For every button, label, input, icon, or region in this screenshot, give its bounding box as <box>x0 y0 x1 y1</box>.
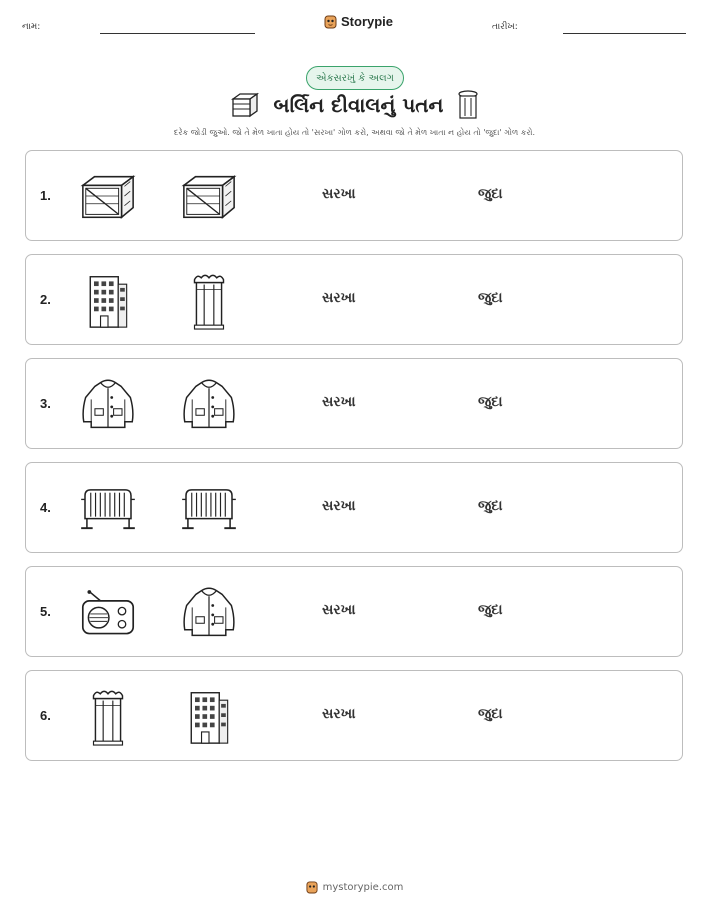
worksheet-title: બર્લિન દીવાલનું પતન <box>273 93 444 117</box>
footer-url[interactable]: mystorypie.com <box>322 881 404 893</box>
pair-row-4 <box>25 462 683 553</box>
pair-row-2 <box>25 254 683 345</box>
option-same[interactable]: સરખા <box>322 498 356 514</box>
option-different[interactable]: જુદા <box>478 602 503 618</box>
date-label: તારીખ: <box>492 22 518 32</box>
pair-row-6 <box>25 670 683 761</box>
storypie-mascot-icon <box>306 880 318 894</box>
pair-row-3 <box>25 358 683 449</box>
pair-row-1 <box>25 150 683 241</box>
radio-icon <box>78 585 138 641</box>
instructions: દરેક જોડી જુઓ. જો તે મેળ ખાતા હોય તો 'સરખા' ગોળ કરો, અથવા જો તે મેળ ખાતા ન હોય તો 'જુદા' ગોળ કરો. <box>173 128 536 137</box>
option-different[interactable]: જુદા <box>478 186 503 202</box>
coat-icon <box>179 377 239 433</box>
row-number: 2. <box>40 292 51 307</box>
barrier-icon <box>179 481 239 537</box>
option-same[interactable]: સરખા <box>322 706 356 722</box>
activity-badge: એકસરખું કે અલગ <box>306 66 404 90</box>
pair-row-5 <box>25 566 683 657</box>
crate-icon <box>230 92 260 118</box>
crate-icon <box>179 169 239 225</box>
brand-name: Storypie <box>341 14 394 29</box>
barrier-icon <box>78 481 138 537</box>
wall-column-icon <box>457 90 479 120</box>
storypie-mascot-icon <box>324 14 337 29</box>
building-icon <box>78 273 138 329</box>
coat-icon <box>78 377 138 433</box>
building-icon <box>179 689 239 745</box>
wall-column-icon <box>179 273 239 329</box>
row-number: 1. <box>40 188 51 203</box>
option-different[interactable]: જુદા <box>478 290 503 306</box>
name-line[interactable] <box>100 33 255 34</box>
crate-icon <box>78 169 138 225</box>
option-different[interactable]: જુદા <box>478 706 503 722</box>
wall-column-icon <box>78 689 138 745</box>
title-area <box>0 90 709 120</box>
row-number: 3. <box>40 396 51 411</box>
coat-icon <box>179 585 239 641</box>
option-same[interactable]: સરખા <box>322 290 356 306</box>
footer <box>0 880 709 894</box>
option-same[interactable]: સરખા <box>322 394 356 410</box>
row-number: 5. <box>40 604 51 619</box>
name-label: નામ: <box>22 22 41 32</box>
option-different[interactable]: જુદા <box>478 394 503 410</box>
row-number: 6. <box>40 708 51 723</box>
option-same[interactable]: સરખા <box>322 602 356 618</box>
option-same[interactable]: સરખા <box>322 186 356 202</box>
row-number: 4. <box>40 500 51 515</box>
option-different[interactable]: જુદા <box>478 498 503 514</box>
brand-logo <box>324 14 393 29</box>
date-line[interactable] <box>563 33 686 34</box>
